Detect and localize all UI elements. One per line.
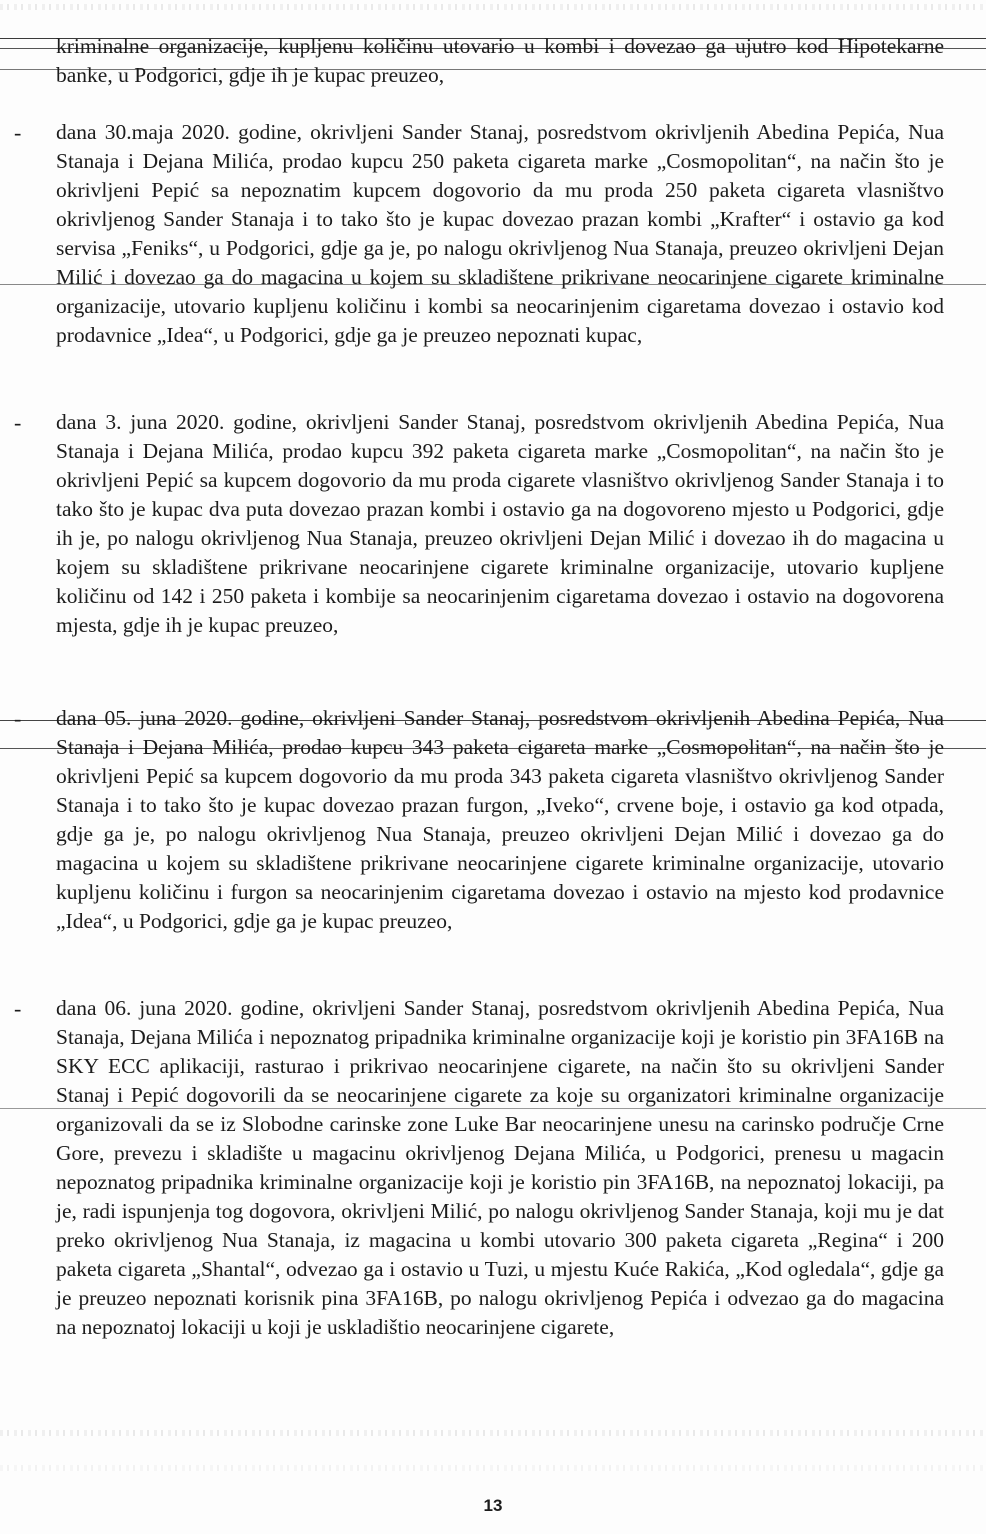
continuation-paragraph: kriminalne organizacije, kupljenu količinu utovario u kombi i dovezao ga ujutro kod Hipotekarne banke, u Podgorici, gdje ih je kupac preuzeo, (56, 34, 944, 87)
list-bullet: - (14, 996, 22, 1021)
list-item: dana 05. juna 2020. godine, okrivljeni Sander Stanaj, posredstvom okrivljenih Abedina Pepića, Nua Stanaja i Dejana Milića, prodao kupcu 343 paketa cigareta marke „Cosmopolitan“, na način što je okrivljeni Pepić sa kupcem dogovorio da mu proda 343 paketa cigareta vlasništvo okrivljenog Sander Stanaja i to tako što je kupac dovezao prazan furgon, „Iveko“, crvene boje, i ostavio ga kod otpada, gdje ga je, po nalogu okrivljenog Nua Stanaja, preuzeo okrivljeni Dejan Milić i dovezao ga do magacina u kojem su skladištene prikrivane neocarinjene cigarete kriminalne organizacije, utovario kupljenu količinu i furgon sa neocarinjenim cigaretama dovezao i ostavio na mjesto kod prodavnice „Idea“, u Podgorici, gdje ga je kupac preuzeo, (56, 706, 944, 933)
scan-noise (0, 4, 986, 10)
list-item: dana 30.maja 2020. godine, okrivljeni Sander Stanaj, posredstvom okrivljenih Abedina Pepića, Nua Stanaja i Dejana Milića, prodao kupcu 250 paketa cigareta marke „Cosmopolitan“, na način što je okrivljeni Pepić sa nepoznatim kupcem dogovorio da mu proda 250 paketa cigareta vlasništvo okrivljenog Sander Stanaja i to tako što je kupac dovezao prazan kombi „Krafter“ i ostavio ga kod servisa „Feniks“, u Podgorici, gdje ga je, po nalogu okrivljenog Nua Stanaja, preuzeo okrivljeni Dejan Milić i dovezao ga do magacina u kojem su skladištene prikrivane neocarinjene cigarete kriminalne organizacije, utovario kupljenu količinu i kombi sa neocarinjenim cigaretama dovezao i ostavio kod prodavnice „Idea“, u Podgorici, gdje ga je preuzeo nepoznati kupac, (56, 120, 944, 347)
list-item: dana 06. juna 2020. godine, okrivljeni Sander Stanaj, posredstvom okrivljenih Abedina Pepića, Nua Stanaja, Dejana Milića i nepoznatog pripadnika kriminalne organizacije koji je koristio pin 3FA16B na SKY ECC aplikaciji, rasturao i prikrivao neocarinjene cigarete, na način što su okrivljeni Sander Stanaj i Pepić dogovorili da se neocarinjene cigarete za koje su organizatori kriminalne organizacije organizovali da se iz Slobodne carinske zone Luke Bar neocarinjene unesu na carinsko područje Crne Gore, prevezu i skladište u magacinu okrivljenog Dejana Milića, u Podgorici, prenesu u magacin nepoznatog pripadnika kriminalne organizacije koji je koristio pin 3FA16B, na nepoznatoj lokaciji, pa je, radi ispunjenja tog dogovora, okrivljeni Milić, po nalogu okrivljenog Sander Stanaja, koji mu je dat preko okrivljenog Nua Stanaja, iz magacina u kombi utovario 300 paketa cigareta „Regina“ i 200 paketa cigareta „Shantal“, odvezao ga i ostavio u Tuzi, u mjestu Kuće Rakića, „Kod ogledala“, gdje ga je preuzeo nepoznati korisnik pina 3FA16B, po nalogu okrivljenog Pepića i odvezao ga do magacina na nepoznatoj lokaciji u koji je uskladištio neocarinjene cigarete, (56, 996, 944, 1339)
list-bullet: - (14, 410, 22, 435)
list-bullet: - (14, 706, 22, 731)
list-item: dana 3. juna 2020. godine, okrivljeni Sander Stanaj, posredstvom okrivljenih Abedina Pepića, Nua Stanaja i Dejana Milića, prodao kupcu 392 paketa cigareta marke „Cosmopolitan“, na način što je okrivljeni Pepić sa kupcem dogovorio da mu proda cigarete vlasništvo okrivljenog Sander Stanaja i to tako što je kupac dva puta dovezao prazan kombi i ostavio ga na dogovoreno mjesto u Podgorici, gdje ih je, po nalogu okrivljenog Nua Stanaja, preuzeo okrivljeni Dejan Milić i dovezao ih do magacina u kojem su skladištene prikrivane neocarinjene cigarete kriminalne organizacije, utovario kupljene količinu od 142 i 250 paketa i kombije sa neocarinjenim cigaretama dovezao i ostavio na dogovorena mjesta, gdje ih je kupac preuzeo, (56, 410, 944, 637)
page-number: 13 (483, 1496, 503, 1515)
list-bullet: - (14, 120, 22, 145)
scan-noise (0, 1430, 986, 1436)
scan-noise (0, 1465, 986, 1471)
